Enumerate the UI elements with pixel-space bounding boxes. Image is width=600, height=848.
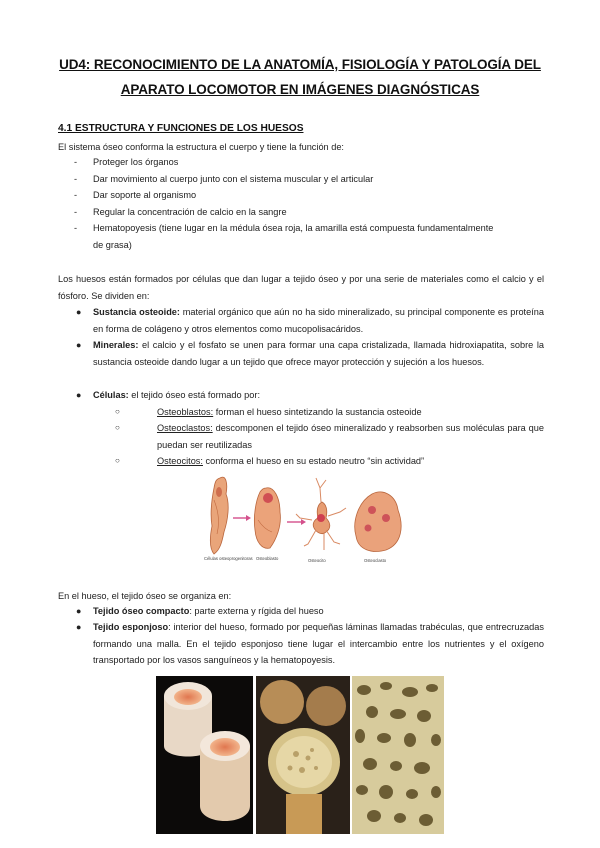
function-text: Dar movimiento al cuerpo junto con el sistema muscular y el articular — [93, 174, 374, 184]
function-text: Regular la concentración de calcio en la sangre — [93, 207, 287, 217]
cell-item-osteocitos — [115, 453, 544, 470]
trabecular-mesh-image — [352, 676, 444, 834]
item-text: : parte externa y rígida del hueso — [189, 606, 324, 616]
trabecular-bone-photo — [352, 676, 444, 834]
osteocyte-illustration — [296, 478, 346, 550]
function-item: - Hematopoyesis (tiene lugar en la médula ósea roja, la amarilla está compuesta fundamentalmente — [74, 223, 494, 233]
intro-paragraph: El sistema óseo conforma la estructura el cuerpo y tiene la función de: — [58, 142, 344, 152]
cut-bone-image — [256, 676, 350, 834]
cell-item-osteoblastos — [115, 404, 544, 421]
bullet-icon: ● — [76, 307, 82, 317]
bullet-icon: ● — [76, 390, 82, 400]
item-text: forman el hueso sintetizando la sustancia osteoide — [213, 407, 422, 417]
function-text: Dar soporte al organismo — [93, 190, 197, 200]
composition-item-celulas — [76, 387, 544, 404]
organization-intro: En el hueso, el tejido óseo se organiza en: — [58, 591, 232, 601]
bone-slices-image — [156, 676, 253, 834]
figure-label-osteoclast: Osteoclasto — [364, 558, 387, 563]
figure-label-osteoblast: Osteoblasto — [256, 556, 279, 561]
cell-item-osteoclastos — [115, 420, 544, 453]
function-item: - Dar soporte al organismo — [74, 190, 197, 200]
item-text: el calcio y el fosfato se unen para formar una capa cristalizada, llamada hidroxiapatita, sobre la sustancia osteoide dando lugar a un tejido que ofrece mayor protección y sujeción a los huesos. — [93, 340, 544, 367]
cut-bone-photo — [256, 676, 350, 834]
item-label: Minerales: — [93, 340, 139, 350]
figure-label-osteoprogenitor: Células osteoprogenitoras — [204, 556, 253, 561]
bullet-icon: ● — [76, 606, 82, 616]
item-label: Osteoblastos: — [157, 407, 214, 417]
composition-item-minerales — [76, 337, 544, 370]
function-item: - Regular la concentración de calcio en la sangre — [74, 207, 287, 217]
composition-intro: Los huesos están formados por células que dan lugar a tejido óseo y por una serie de materiales como el calcio y el fósforo. Se dividen en: — [58, 274, 544, 301]
bullet-icon: ● — [76, 340, 82, 350]
item-label: Osteoclastos: — [157, 423, 213, 433]
function-text: Hematopoyesis (tiene lugar en la médula ósea roja, la amarilla está compuesta fundamentalmente — [93, 223, 494, 233]
item-label: Tejido óseo compacto — [93, 606, 190, 616]
item-text: descomponen el tejido óseo mineralizado y reabsorben sus moléculas para que puedan ser reutilizadas — [157, 423, 544, 450]
osteoprogenitor-cell-illustration — [210, 477, 228, 554]
item-text: el tejido óseo está formado por: — [128, 390, 261, 400]
document-title-line-1: UD4: RECONOCIMIENTO DE LA ANATOMÍA, FISIOLOGÍA Y PATOLOGÍA DEL — [59, 57, 541, 72]
osteoblast-illustration — [254, 488, 280, 549]
function-item-continuation: de grasa) — [93, 240, 132, 250]
section-heading: 4.1 ESTRUCTURA Y FUNCIONES DE LOS HUESOS — [58, 123, 304, 134]
organization-item-compacto — [76, 603, 544, 620]
item-text: conforma el hueso en su estado neutro “sin actividad” — [202, 456, 425, 466]
document-title-line-2: APARATO LOCOMOTOR EN IMÁGENES DIAGNÓSTICAS — [120, 82, 480, 97]
bone-cross-section-photo — [156, 676, 253, 834]
composition-item-osteoide — [76, 304, 544, 337]
item-label: Tejido esponjoso — [93, 622, 169, 632]
item-label: Sustancia osteoide: — [93, 307, 180, 317]
figure-label-osteocyte: Osteocito — [308, 558, 326, 563]
bone-cells-illustration — [200, 470, 406, 566]
item-text: material orgánico que aún no ha sido mineralizado, su principal componente es proteína en forma de colágeno y otros elementos como mucopolisacáridos. — [93, 307, 544, 334]
bullet-icon: ● — [76, 622, 82, 632]
function-item: - Proteger los órganos — [74, 157, 179, 167]
function-item: - Dar movimiento al cuerpo junto con el sistema muscular y el articular — [74, 174, 374, 184]
circle-bullet-icon: ○ — [115, 423, 120, 432]
function-text: Proteger los órganos — [93, 157, 179, 167]
item-label: Células: — [93, 390, 129, 400]
osteoclast-illustration — [355, 492, 401, 551]
circle-bullet-icon: ○ — [115, 407, 120, 416]
organization-item-esponjoso — [76, 619, 544, 669]
circle-bullet-icon: ○ — [115, 456, 120, 465]
item-text: : interior del hueso, formado por pequeñas láminas llamadas trabéculas, que entrecruzadas formando una malla. En el tejido esponjoso tiene lugar el intercambio entre los nutrientes y el oxígeno transportado por los vasos sanguíneos y la hematopoyesis. — [93, 622, 544, 665]
item-label: Osteocitos: — [157, 456, 203, 466]
